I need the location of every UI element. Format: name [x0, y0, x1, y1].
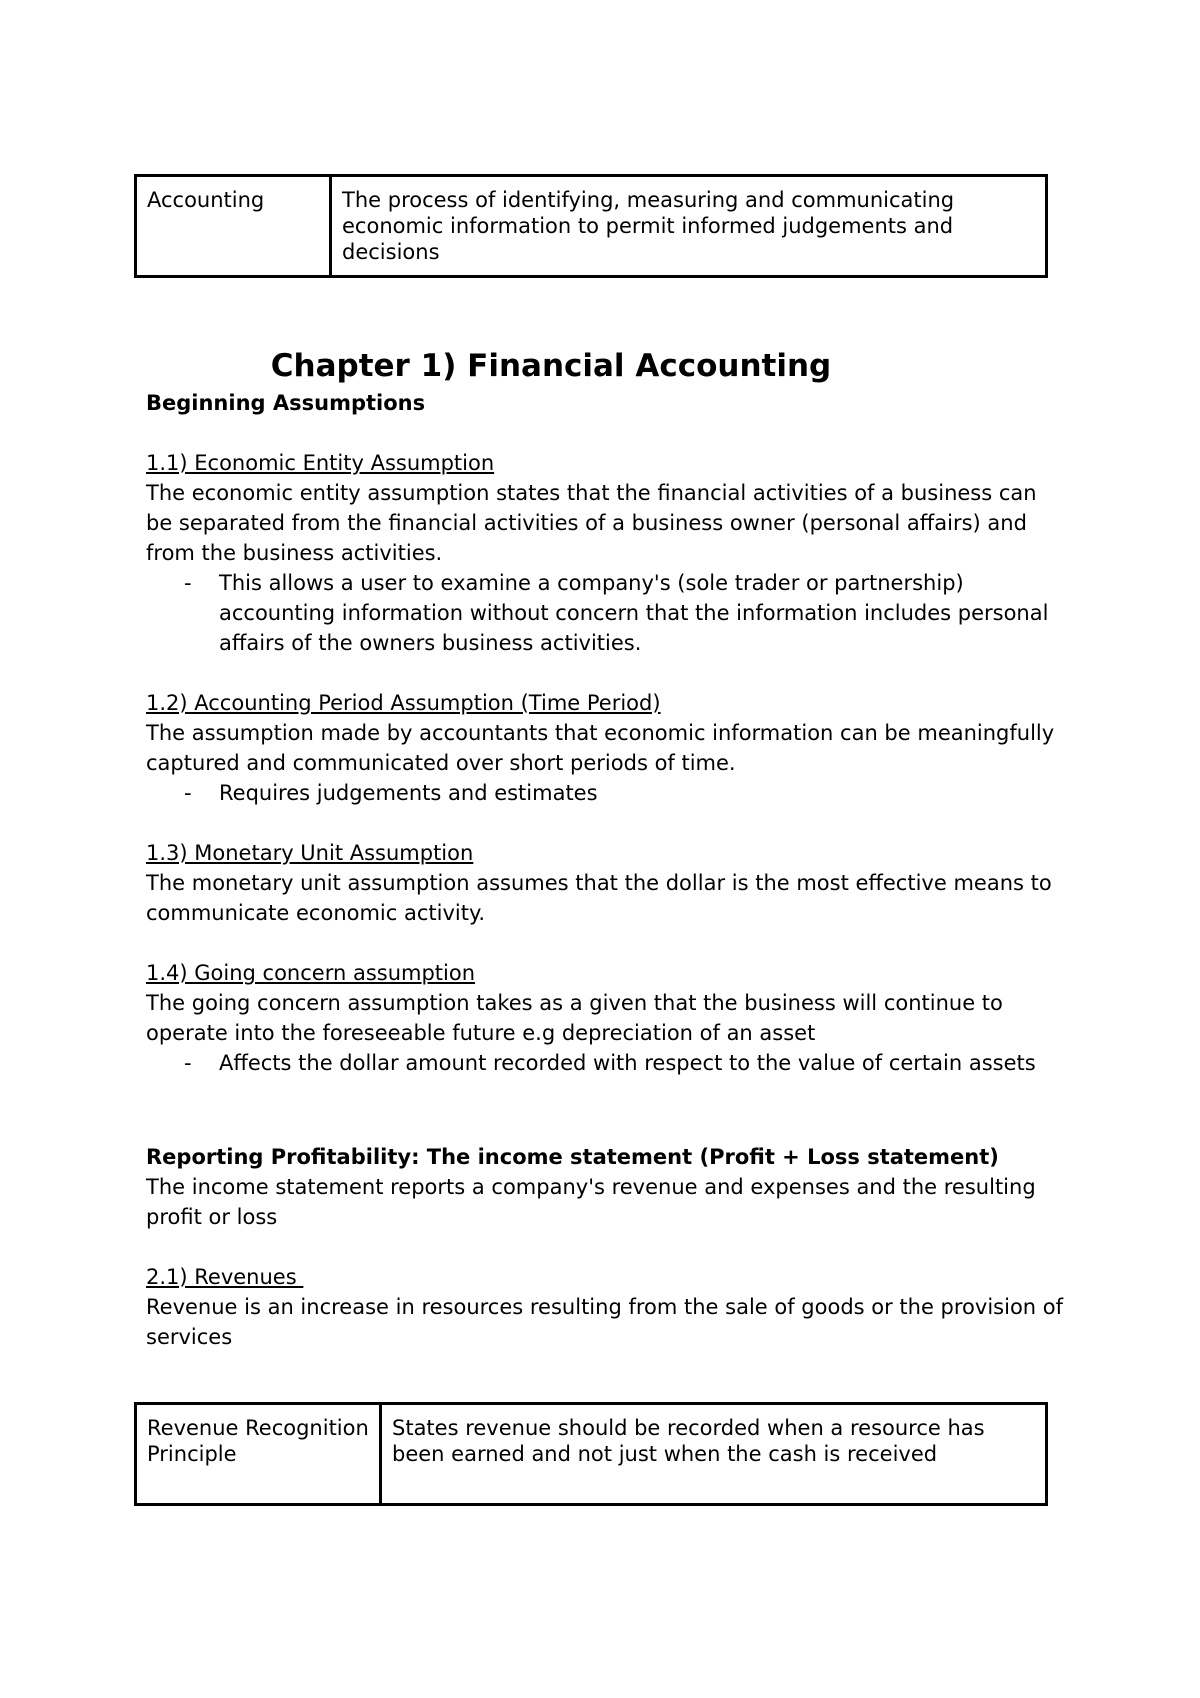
dash-marker: -: [184, 1051, 192, 1075]
definition-table-revenue-recognition: [134, 1402, 1048, 1506]
section-body: The assumption made by accountants that economic information can be meaningfully captured and communicated over short periods of time.: [146, 721, 1055, 775]
bullet-list: [146, 778, 1066, 808]
reporting-profitability-heading: Reporting Profitability: The income statement (Profit + Loss statement): [146, 1145, 999, 1169]
bullet-text: Requires judgements and estimates: [219, 781, 598, 805]
section-title: 1.2) Accounting Period Assumption (Time Period): [146, 691, 661, 715]
chapter-title: Chapter 1) Financial Accounting: [270, 348, 832, 384]
definition-cell: States revenue should be recorded when a resource has been earned and not just when the cash is received: [381, 1404, 1047, 1505]
section-monetary-unit: [146, 838, 1066, 928]
reporting-body: The income statement reports a company's revenue and expenses and the resulting profit or loss: [146, 1175, 1036, 1229]
dash-marker: -: [184, 571, 192, 595]
definition-table-accounting: [134, 174, 1048, 278]
list-item: [146, 568, 1066, 658]
section-body: The economic entity assumption states that the financial activities of a business can be separated from the financial activities of a business owner (personal affairs) and from the business activities.: [146, 481, 1037, 565]
term-cell: Accounting: [136, 176, 331, 277]
section-body: The monetary unit assumption assumes that the dollar is the most effective means to communicate economic activity.: [146, 871, 1052, 925]
beginning-assumptions-heading: Beginning Assumptions: [146, 391, 426, 415]
dash-marker: -: [184, 781, 192, 805]
list-item: [146, 1048, 1066, 1078]
section-title: 1.1) Economic Entity Assumption: [146, 451, 495, 475]
section-title: 1.3) Monetary Unit Assumption: [146, 841, 474, 865]
section-title: 2.1) Revenues: [146, 1265, 304, 1289]
main-content: [146, 348, 1066, 1352]
bullet-text: Affects the dollar amount recorded with respect to the value of certain assets: [219, 1051, 1036, 1075]
section-accounting-period: [146, 688, 1066, 808]
section-body: The going concern assumption takes as a given that the business will continue to operate into the foreseeable future e.g depreciation of an asset: [146, 991, 1003, 1045]
term-cell: Revenue Recognition Principle: [136, 1404, 381, 1505]
section-title: 1.4) Going concern assumption: [146, 961, 476, 985]
section-economic-entity: [146, 448, 1066, 658]
bullet-list: [146, 568, 1066, 658]
section-body: Revenue is an increase in resources resulting from the sale of goods or the provision of services: [146, 1295, 1064, 1349]
section-going-concern: [146, 958, 1066, 1078]
section-revenues: [146, 1262, 1066, 1352]
list-item: [146, 778, 1066, 808]
definition-cell: The process of identifying, measuring and communicating economic information to permit informed judgements and decisions: [331, 176, 1047, 277]
bullet-text: This allows a user to examine a company's (sole trader or partnership) accounting information without concern that the information includes personal affairs of the owners business activities.: [219, 571, 1049, 655]
bullet-list: [146, 1048, 1066, 1078]
